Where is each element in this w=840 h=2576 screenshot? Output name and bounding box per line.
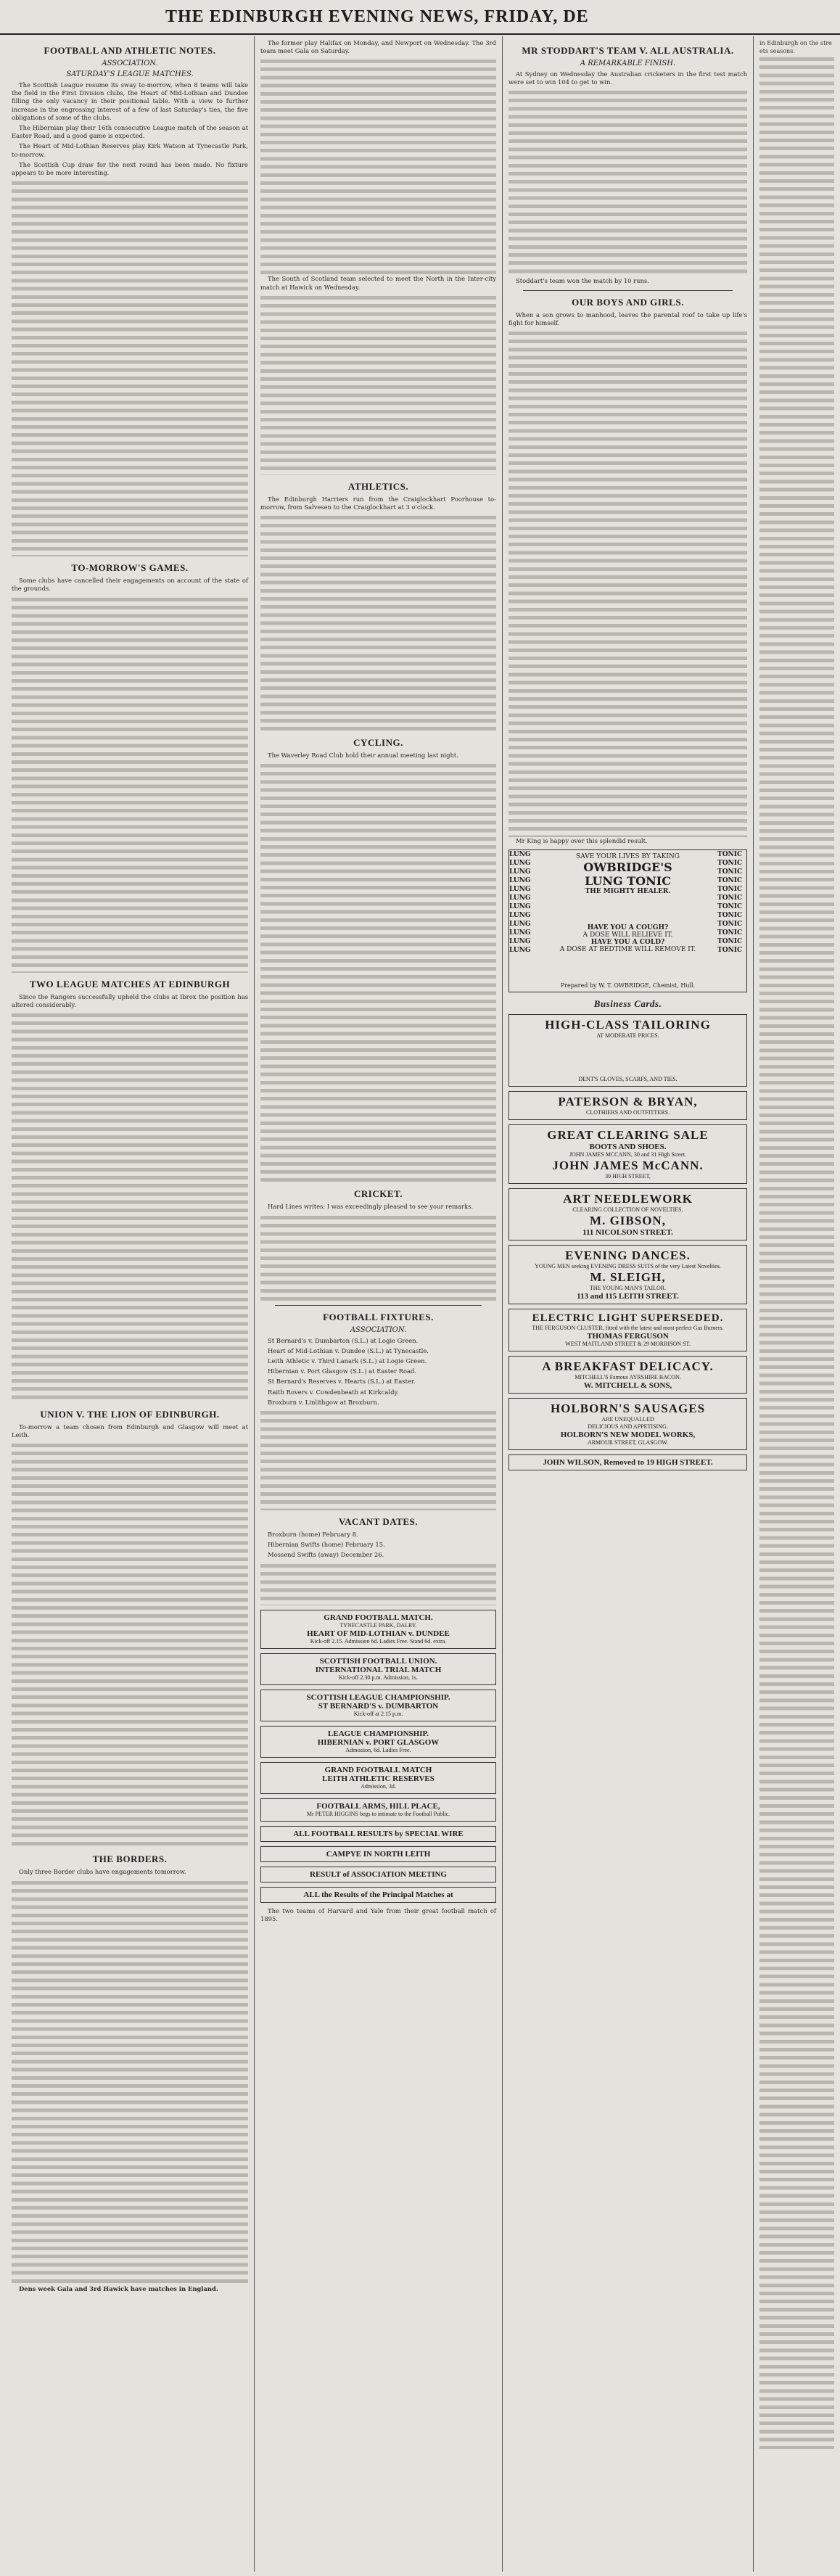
advert-side-column: LUNG LUNG LUNG LUNG LUNG LUNG LUNG LUNG LUNG LUNG LUNG LUNG — [509, 851, 531, 955]
advert-brand: M. SLEIGH, — [590, 1270, 666, 1285]
article-paragraph: The South of Scotland team selected to meet the North in the Inter-city match at Hawick on Wednesday. — [260, 275, 496, 291]
advert-title: SCOTTISH FOOTBALL UNION. — [319, 1656, 437, 1666]
advert-title: JOHN WILSON, Removed to 19 HIGH STREET. — [543, 1458, 713, 1468]
advert-line: ST BERNARD'S v. DUMBARTON — [318, 1701, 439, 1711]
advert-title: SCOTTISH LEAGUE CHAMPIONSHIP. — [306, 1692, 450, 1702]
article-paragraph: The Edinburgh Harriers run from the Craiglockhart Poorhouse to-morrow, from Salvesen to the Craiglockhart at 3 o'clock. — [260, 495, 496, 511]
body-text-block — [260, 762, 496, 1182]
column-3 — [502, 36, 753, 2572]
advert-address: 30 HIGH STREET, — [605, 1173, 651, 1180]
advert-subtitle: ARE UNEQUALLED — [601, 1416, 654, 1423]
fixture-item: Hibernian v. Port Glasgow (S.L.) at Easter Road. — [268, 1367, 417, 1375]
article-paragraph: The Scottish Cup draw for the next round has been made. No fixture appears to be more interesting. — [12, 160, 248, 177]
article-paragraph: Only three Border clubs have engagements tomorrow. — [19, 1868, 186, 1876]
body-text-block — [260, 1214, 496, 1301]
article-heading: OUR BOYS AND GIRLS. — [572, 296, 684, 308]
advert-title: CAMPYE IN NORTH LEITH — [326, 1849, 431, 1859]
advert-small: THE FERGUSON CLUSTER, fitted with the latest and most perfect Gas Burners. — [532, 1325, 724, 1332]
advert-meeting-result — [260, 1867, 496, 1882]
article-paragraph: Some clubs have cancelled their engagements on account of the state of the grounds. — [12, 577, 248, 593]
body-text-block — [759, 55, 834, 2449]
section-heading: TO-MORROW'S GAMES. — [71, 562, 189, 574]
advert-line: INTERNATIONAL TRIAL MATCH — [315, 1665, 442, 1674]
advert-title: LEAGUE CHAMPIONSHIP. — [328, 1729, 429, 1738]
advert-line: A DOSE WILL RELIEVE IT. — [582, 931, 673, 939]
advert-small: Admission, 6d. Ladies Free. — [345, 1746, 411, 1753]
advert-small: Kick-off at 2.15 p.m. — [353, 1710, 403, 1717]
article-paragraph: At Sydney on Wednesday the Australian cricketers in the first test match were set to win 104 to get to win. — [508, 70, 747, 86]
advert-lung-tonic — [508, 849, 747, 992]
advert-title: GREAT CLEARING SALE — [547, 1128, 709, 1143]
advert-title: ELECTRIC LIGHT SUPERSEDED. — [532, 1312, 724, 1325]
advert-small: Kick-off 2.30 p.m. Admission, 1s. — [339, 1674, 418, 1681]
advert-clearing-sale — [508, 1124, 747, 1184]
vacant-dates-heading: VACANT DATES. — [338, 1516, 419, 1528]
advert-title: FOOTBALL ARMS, HILL PLACE, — [316, 1801, 440, 1811]
article-paragraph: The Hibernian play their 16th consecutive League match of the season at Easter Road, and a good game is expected. — [12, 124, 248, 140]
article-paragraph: When a son grows to manhood, leaves the parental roof to take up life's fight for himself. — [508, 310, 747, 326]
column-1 — [6, 36, 254, 2572]
article-heading: MR STODDART'S TEAM V. ALL AUSTRALIA. — [522, 45, 734, 56]
article-paragraph: Hard Lines writes: I was exceedingly pleased to see your remarks. — [268, 1203, 474, 1211]
advert-small: Kick-off 2.15. Admission 6d. Ladies Free. Stand 6d. extra. — [310, 1637, 447, 1645]
advert-paterson-bryan — [508, 1091, 747, 1120]
advert-leith-athletic — [260, 1762, 496, 1794]
advert-evening-dances — [508, 1245, 747, 1304]
advert-league-hibernian — [260, 1726, 496, 1758]
divider — [523, 290, 733, 291]
column-2 — [254, 36, 502, 2572]
article-paragraph: The Waverley Road Club hold their annual meeting last night. — [268, 752, 458, 760]
advert-line: HAVE YOU A COUGH? — [587, 924, 669, 932]
advert-subtitle: TYNECASTLE PARK, DALRY. — [339, 1621, 417, 1629]
article-heading: FOOTBALL AND ATHLETIC NOTES. — [44, 45, 216, 56]
advert-title: ART NEEDLEWORK — [563, 1192, 693, 1206]
article-paragraph: The former play Halifax on Monday, and Newport on Wednesday. The 3rd team meet Gala on Saturday. — [260, 39, 496, 55]
fixture-item: St Bernard's Reserves v. Hearts (S.L.) at Easter. — [268, 1378, 416, 1386]
advert-subtitle: CLOTHIERS AND OUTFITTERS. — [586, 1109, 670, 1116]
vacant-item: Mossend Swifts (away) December 26. — [268, 1551, 384, 1559]
advert-brand: THOMAS FERGUSON — [587, 1332, 669, 1341]
advert-campye — [260, 1846, 496, 1862]
advert-title: RESULT of ASSOCIATION MEETING — [310, 1869, 447, 1879]
advert-line: LEITH ATHLETIC RESERVES — [322, 1774, 435, 1783]
advert-small: Mr PETER HIGGINS begs to intimate to the Football Public. — [306, 1810, 450, 1817]
advert-brand: M. GIBSON, — [590, 1214, 666, 1228]
body-text-block — [508, 89, 747, 277]
section-heading: UNION V. THE LION OF EDINBURGH. — [40, 1409, 220, 1420]
article-subheading-2: SATURDAY'S LEAGUE MATCHES. — [66, 70, 194, 78]
advert-brand: HOLBORN'S NEW MODEL WORKS, — [560, 1431, 696, 1440]
section-heading: THE BORDERS. — [92, 1853, 168, 1865]
article-paragraph: The Scottish League resume its sway to-morrow, when 8 teams will take the field in the First Division clubs, the Heart of Mid-Lothian and Dundee filling the only vacancy in their positional table. With a view to further increase in the engrossing interest of a few of last Saturday's ties, the five obligations of some of the clubs. — [12, 81, 248, 121]
advert-electric-light — [508, 1309, 747, 1351]
advert-line: HAVE YOU A COLD? — [590, 939, 665, 947]
advert-small: CLEARING COLLECTION OF NOVELTIES. — [572, 1206, 683, 1214]
advert-body — [538, 850, 717, 992]
advert-printer — [508, 1454, 747, 1470]
body-text-block — [12, 596, 248, 973]
advert-tagline: THE MIGHTY HEALER. — [585, 888, 671, 896]
advert-league-st-bernards — [260, 1690, 496, 1721]
advert-brand: JOHN JAMES McCANN. — [552, 1159, 704, 1173]
advert-art-needlework — [508, 1188, 747, 1240]
advert-line: HEART OF MID-LOTHIAN v. DUNDEE — [307, 1629, 450, 1638]
advert-address: WEST MAITLAND STREET & 29 MORRISON ST. — [565, 1341, 691, 1348]
advert-line: A DOSE AT BEDTIME WILL REMOVE IT. — [559, 946, 696, 954]
advert-subtitle: BOOTS AND SHOES. — [589, 1143, 667, 1152]
article-paragraph: The Heart of Mid-Lothian Reserves play Kirk Watson at Tynecastle Park, to-morrow. — [12, 142, 248, 158]
divider — [275, 1305, 482, 1306]
advert-title: EVENING DANCES. — [565, 1248, 691, 1263]
body-text-block — [12, 1879, 248, 2285]
body-text-block — [260, 514, 496, 731]
advert-subtitle: MITCHELL'S Famous AYRSHIRE BACON. — [575, 1374, 681, 1381]
fixtures-subheading: ASSOCIATION. — [350, 1325, 407, 1334]
fixture-item: Raith Rovers v. Cowdenbeath at Kirkcaldy. — [268, 1388, 399, 1396]
advert-breakfast — [508, 1356, 747, 1394]
fixture-item: Leith Athletic v. Third Lanark (S.L.) at Logie Green. — [268, 1357, 427, 1365]
advert-title: HIGH-CLASS TAILORING — [545, 1018, 711, 1032]
fixture-item: Heart of Mid-Lothian v. Dundee (S.L.) at Tynecastle. — [268, 1346, 429, 1354]
advert-address: 113 and 115 LEITH STREET. — [577, 1292, 679, 1301]
section-heading: ATHLETICS. — [347, 480, 409, 492]
columns — [0, 36, 840, 2572]
vacant-item: Hibernian Swifts (home) February 15. — [268, 1541, 385, 1549]
advert-results-wire — [260, 1826, 496, 1842]
article-footer-line: Dens week Gala and 3rd Hawick have matches in England. — [19, 2284, 218, 2292]
advert-brand: OWBRIDGE'S — [583, 860, 672, 875]
section-heading: CRICKET. — [354, 1188, 403, 1200]
advert-holborn — [508, 1398, 747, 1450]
article-footer-line: The two teams of Harvard and Yale from their great football match of 1895. — [260, 1906, 496, 1922]
advert-title: GRAND FOOTBALL MATCH — [324, 1765, 432, 1774]
advert-brand: W. MITCHELL & SONS, — [583, 1381, 672, 1391]
advert-address: 111 NICOLSON STREET. — [582, 1228, 673, 1238]
body-text-block — [260, 1562, 496, 1605]
masthead-title: THE EDINBURGH EVENING NEWS, FRIDAY, DE — [0, 0, 840, 35]
body-text-block — [260, 1409, 496, 1510]
vacant-item: Broxburn (home) February 8. — [268, 1531, 358, 1539]
advert-line: HIBERNIAN v. PORT GLASGOW — [317, 1737, 440, 1747]
fixtures-heading: FOOTBALL FIXTURES. — [323, 1311, 434, 1322]
advert-small: YOUNG MEN seeking EVENING DRESS SUITS of the very Latest Novelties. — [535, 1263, 721, 1270]
advert-rugby-union — [260, 1653, 496, 1685]
advert-line: SAVE YOUR LIVES BY TAKING — [576, 853, 680, 861]
advert-football-arms — [260, 1798, 496, 1822]
advert-small: Prepared by W. T. OWBRIDGE, Chemist, Hull. — [560, 982, 696, 989]
article-paragraph: Since the Rangers successfully upheld the clubs at Ibrox the position has altered considerably. — [12, 992, 248, 1008]
advert-results-matches — [260, 1887, 496, 1903]
section-heading: TWO LEAGUE MATCHES AT EDINBURGH — [29, 978, 231, 989]
advert-title: A BREAKFAST DELICACY. — [542, 1359, 714, 1374]
advert-small: JOHN JAMES MCCANN, 30 and 31 High Street. — [569, 1151, 687, 1159]
body-text-block — [12, 179, 248, 556]
column-4-cropped — [753, 36, 840, 2572]
advert-title: ALL FOOTBALL RESULTS by SPECIAL WIRE — [293, 1829, 464, 1838]
fixture-item: Broxburn v. Linlithgow at Broxburn. — [268, 1398, 379, 1406]
cropped-text: in Edinburgh on the streets seasons. — [759, 40, 832, 54]
advert-small: Admission, 3d. — [361, 1782, 396, 1790]
advert-match-hearts — [260, 1610, 496, 1649]
article-paragraph: Mr King is happy over this splendid result. — [516, 837, 648, 845]
body-text-block — [508, 329, 747, 837]
article-subheading: A REMARKABLE FINISH. — [580, 59, 676, 67]
fixture-item: St Bernard's v. Dumbarton (S.L.) at Logie Green. — [268, 1336, 419, 1344]
body-text-block — [12, 1441, 248, 1848]
advert-side-column: TONIC TONIC TONIC TONIC TONIC TONIC TONIC TONIC TONIC TONIC TONIC TONIC — [717, 851, 743, 955]
advert-title: GRAND FOOTBALL MATCH. — [324, 1613, 433, 1622]
advert-title: PATERSON & BRYAN, — [558, 1095, 698, 1109]
section-heading: CYCLING. — [353, 737, 403, 749]
article-paragraph: Stoddart's team won the match by 10 runs. — [516, 277, 649, 285]
advert-address: ARMOUR STREET, GLASGOW. — [587, 1439, 669, 1447]
body-text-block — [260, 57, 496, 275]
article-paragraph: To-morrow a team chosen from Edinburgh and Glasgow will meet at Leith. — [12, 1423, 248, 1439]
advert-subtitle: AT MODERATE PRICES. — [596, 1032, 659, 1040]
section-heading: Business Cards. — [593, 998, 662, 1010]
body-text-block — [260, 294, 496, 475]
advert-title: ALL the Results of the Principal Matches at — [303, 1890, 453, 1899]
advert-title: LUNG TONIC — [585, 874, 671, 889]
article-subheading: ASSOCIATION. — [102, 59, 158, 67]
advert-subtitle: THE YOUNG MAN'S TAILOR. — [589, 1285, 667, 1292]
body-text-block — [12, 1011, 248, 1403]
advert-small: DELICIOUS AND APPETISING. — [588, 1423, 668, 1431]
advert-title: HOLBORN'S SAUSAGES — [550, 1402, 706, 1416]
advert-small: DENT'S GLOVES, SCARFS, AND TIES. — [578, 1076, 678, 1083]
advert-tailoring — [508, 1014, 747, 1087]
